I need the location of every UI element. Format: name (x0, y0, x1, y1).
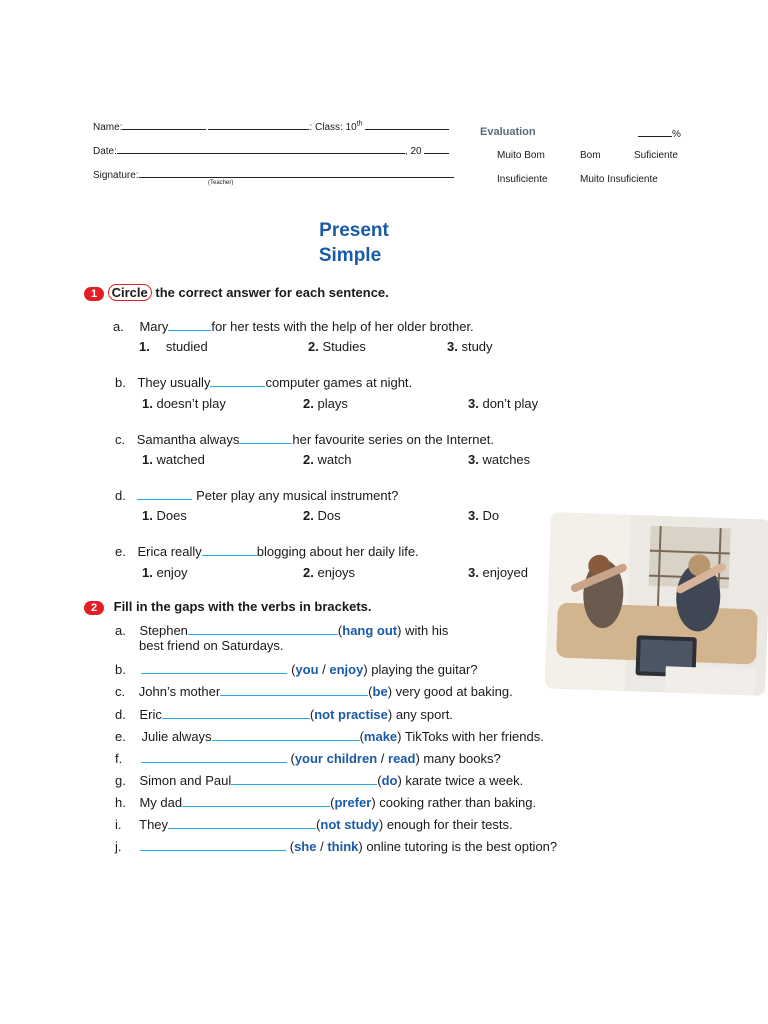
class-field[interactable] (365, 119, 449, 130)
option-1e-1[interactable]: 1. enjoy (142, 565, 188, 580)
option-1d-3[interactable]: 3. Do (468, 508, 500, 523)
teens-dabbing-photo (545, 512, 768, 696)
question-1b: b. They usually computer games at night. (115, 375, 413, 390)
option-1b-2[interactable]: 2. plays (303, 396, 348, 411)
section-1-instruction: 1 Circle the correct answer for each sentence. (84, 284, 389, 301)
answer-blank[interactable] (212, 727, 360, 741)
date-row: Date: , 20 (93, 143, 449, 157)
signature-field[interactable] (139, 167, 454, 178)
option-1a-1[interactable]: 1. studied (139, 339, 208, 354)
answer-blank[interactable] (188, 621, 338, 635)
option-1b-1[interactable]: 1. doesn’t play (142, 396, 226, 411)
answer-blank[interactable] (137, 486, 192, 500)
option-1b-3[interactable]: 3. don’t play (468, 396, 539, 411)
year-field[interactable] (424, 143, 449, 154)
exercise-2i: i. They (not study) enough for their tests. (115, 817, 513, 832)
section-1-number: 1 (84, 287, 104, 301)
answer-blank[interactable] (202, 542, 257, 556)
section-2-instruction: 2 Fill in the gaps with the verbs in brackets. (84, 599, 372, 615)
exercise-2c: c. John’s mother (be) very good at baking. (115, 684, 513, 699)
exercise-2e: e. Julie always (make) TikToks with her friends. (115, 729, 544, 744)
exercise-2a-line2: best friend on Saturdays. (139, 638, 284, 653)
signature-row: Signature: (93, 167, 454, 181)
name-row: Name: : Class: 10th (93, 119, 449, 133)
option-1d-1[interactable]: 1. Does (142, 508, 187, 523)
option-1c-1[interactable]: 1. watched (142, 452, 205, 467)
page-title-line-2: Simple (318, 245, 382, 266)
exercise-2j: j. (she / think) online tutoring is the best option? (115, 839, 558, 854)
answer-blank[interactable] (168, 815, 316, 829)
question-1d: d. Peter play any musical instrument? (115, 488, 399, 503)
question-1e: e. Erica really blogging about her daily life. (115, 544, 419, 559)
date-field[interactable] (117, 143, 405, 154)
answer-blank[interactable] (162, 705, 310, 719)
grade-muito-insuficiente[interactable]: Muito Insuficiente (580, 174, 658, 185)
teacher-note: (Teacher) (208, 180, 234, 186)
option-1c-3[interactable]: 3. watches (468, 452, 531, 467)
answer-blank[interactable] (210, 373, 265, 387)
grade-insuficiente[interactable]: Insuficiente (497, 174, 548, 185)
answer-blank[interactable] (239, 430, 292, 444)
photo-illustration (545, 512, 768, 696)
page-title-line-1: Present (319, 220, 389, 241)
exercise-2g: g. Simon and Paul (do) karate twice a week. (115, 773, 524, 788)
circle-word: Circle (108, 284, 152, 301)
name-field[interactable] (122, 119, 206, 130)
grade-suficiente[interactable]: Suficiente (634, 150, 678, 161)
answer-blank[interactable] (231, 771, 377, 785)
question-1a: a. Mary for her tests with the help of her older brother. (113, 319, 474, 334)
exercise-2h: h. My dad (prefer) cooking rather than baking. (115, 795, 537, 810)
exercise-2a: a. Stephen (hang out) with his (115, 623, 449, 638)
option-1e-3[interactable]: 3. enjoyed (468, 565, 529, 580)
answer-blank[interactable] (141, 660, 287, 674)
name-field-2[interactable] (208, 119, 309, 130)
option-1a-2[interactable]: 2. Studies (308, 339, 366, 354)
percent-field[interactable] (638, 126, 672, 137)
question-1c: c. Samantha always her favourite series on the Internet. (115, 432, 494, 447)
option-1a-3[interactable]: 3. study (447, 339, 493, 354)
answer-blank[interactable] (141, 749, 287, 763)
answer-blank[interactable] (140, 837, 286, 851)
answer-blank[interactable] (182, 793, 330, 807)
exercise-2f: f. (your children / read) many books? (115, 751, 501, 766)
option-1c-2[interactable]: 2. watch (303, 452, 352, 467)
section-2-number: 2 (84, 601, 104, 615)
exercise-2d: d. Eric (not practise) any sport. (115, 707, 453, 722)
answer-blank[interactable] (220, 682, 368, 696)
answer-blank[interactable] (168, 317, 211, 331)
option-1d-2[interactable]: 2. Dos (303, 508, 341, 523)
grade-bom[interactable]: Bom (580, 150, 601, 161)
evaluation-label: Evaluation (480, 126, 536, 138)
exercise-2b: b. (you / enjoy) playing the guitar? (115, 662, 478, 677)
grade-muito-bom[interactable]: Muito Bom (497, 150, 545, 161)
percent-row: % (638, 126, 681, 140)
option-1e-2[interactable]: 2. enjoys (303, 565, 356, 580)
